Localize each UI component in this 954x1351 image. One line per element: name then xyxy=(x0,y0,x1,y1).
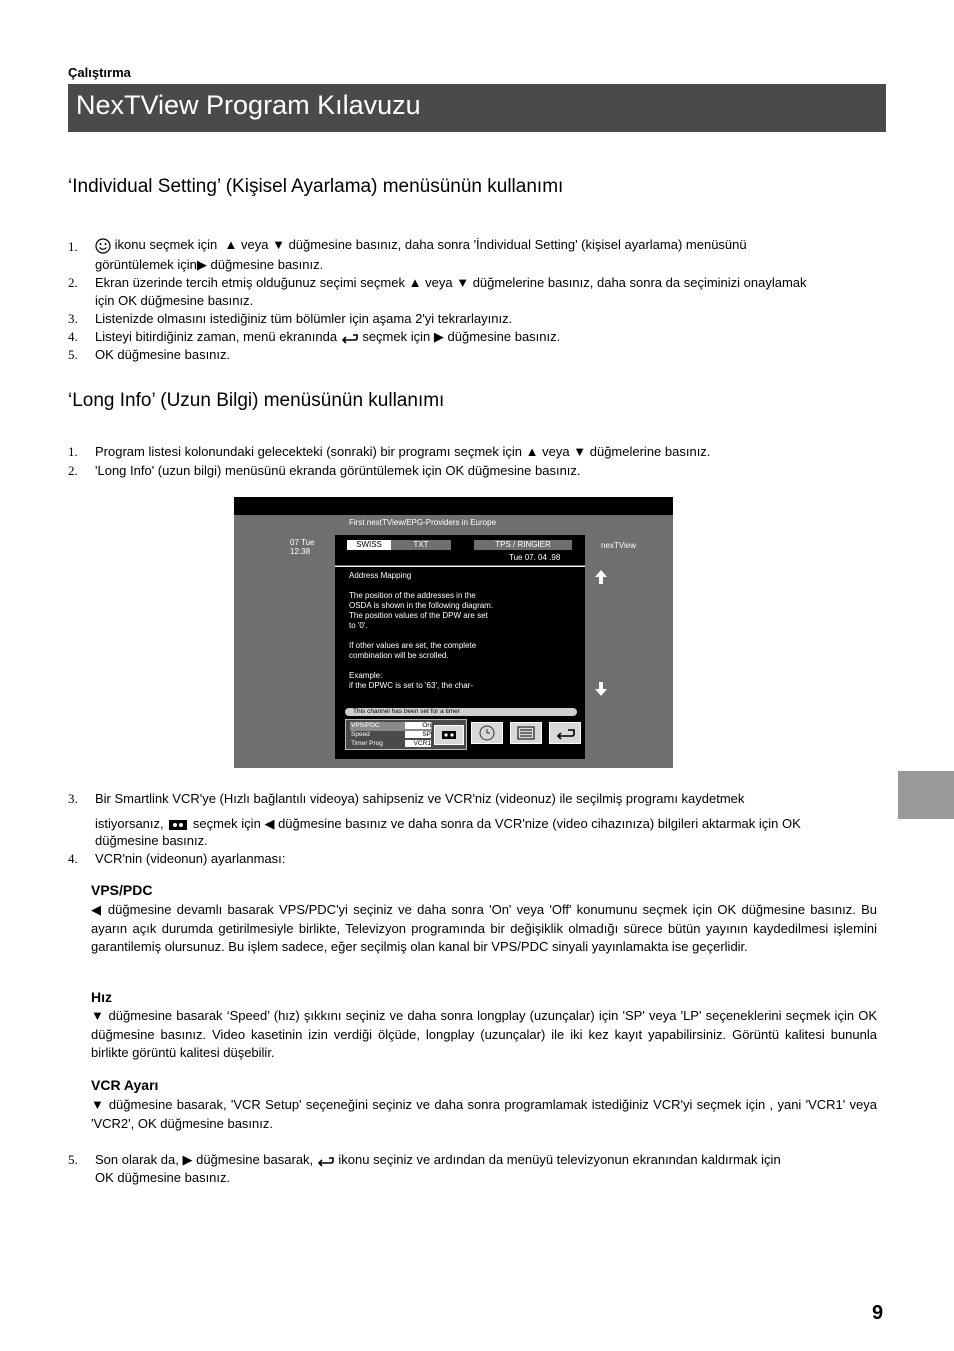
settings-row[interactable]: Timer Prog VCR1 xyxy=(351,740,431,747)
list-item-line: Bir Smartlink VCR'ye (Hızlı bağlantılı videoya) sahipseniz ve VCR'niz (videonuz) ile seçilmiş programı kaydetmek xyxy=(95,791,745,806)
vcr-button[interactable] xyxy=(434,725,464,745)
up-arrow-icon: ▲ xyxy=(525,444,539,459)
list-item-line: OK düğmesine basınız. xyxy=(95,347,231,362)
vcr-title: VCR Ayarı xyxy=(91,1077,159,1093)
list-item-line: VCR'nin (videonun) ayarlanması: xyxy=(95,851,286,866)
smiley-icon xyxy=(95,238,111,254)
left-arrow-icon: ◀ xyxy=(264,816,275,831)
header-panel xyxy=(335,535,585,565)
right-arrow-icon: ▶ xyxy=(433,329,444,344)
timer-message: This channel has been set for a timer xyxy=(345,708,577,716)
bottom-panel xyxy=(335,704,585,759)
hiz-text: ▼ düğmesine basarak ‘Speed’ (hız) şıkkını seçiniz ve daha sonra longplay (uzunçalar) için 'SP' veya 'LP' seçeneklerini seçmek için OK düğmesine basınız. Video kasetinin izin verdiği ölçüde, longplay (uzunçalar) ile iki kez kayıt yapabilirsiniz. Görüntü kalitesi bununla birlikte görüntü kalitesi düşebilir. xyxy=(91,1008,877,1060)
list-item-line: Listeyi bitirdiğiniz zaman, menü ekranında seçmek için ▶ düğmesine basınız. xyxy=(95,329,561,344)
list-number: 2. xyxy=(68,463,78,478)
list-item-line: istiyorsanız, seçmek için ◀ düğmesine basınız ve daha sonra da VCR'nize (video cihazınıza) bilgileri aktarmak için OK xyxy=(95,816,801,831)
list-item-line: görüntülemek için▶ düğmesine basınız. xyxy=(95,257,324,272)
list-number: 5. xyxy=(68,1152,78,1167)
hiz-title: Hız xyxy=(91,989,112,1005)
down-arrow-icon: ▼ xyxy=(456,275,470,290)
vcr-text: ▼ düğmesine basarak, 'VCR Setup' seçeneğini seçiniz ve daha sonra programlamak istediğiniz VCR'yi seçmek için , yani 'VCR1' veya 'VCR2', OK düğmesine basınız. xyxy=(91,1097,877,1131)
list-number: 3. xyxy=(68,791,78,806)
clock-icon xyxy=(472,723,502,743)
scroll-up-icon[interactable] xyxy=(595,570,607,584)
return-icon xyxy=(341,332,359,344)
right-arrow-icon: ▶ xyxy=(196,257,207,272)
list-item-line: Listenizde olmasını istediğiniz tüm bölümler için aşama 2'yi tekrarlayınız. xyxy=(95,311,513,326)
right-arrow-icon: ▶ xyxy=(182,1152,193,1167)
program-date: Tue 07. 04 .98 xyxy=(509,553,561,562)
list-item-line: OK düğmesine basınız. xyxy=(95,1170,231,1185)
vps-title: VPS/PDC xyxy=(91,882,153,898)
list-button[interactable] xyxy=(510,722,542,744)
list-item-line: Son olarak da, ▶ düğmesine basarak, ikonu seçiniz ve ardından da menüyü televizyonun ekranından kaldırmak için xyxy=(95,1152,781,1167)
list-item-line: Ekran üzerinde tercih etmiş olduğunuz seçimi seçmek ▲ veya ▼ düğmelerine basınız, daha sonra da seçiminizi onaylamak xyxy=(95,275,807,290)
screen-title: First nextTView/EPG-Providers in Europe xyxy=(349,518,497,527)
list-number: 3. xyxy=(68,311,78,326)
list-number: 2. xyxy=(68,275,78,290)
return-icon xyxy=(550,723,580,743)
longinfo-heading: ‘Long Info’ (Uzun Bilgi) menüsünün kullanımı xyxy=(68,390,445,411)
up-arrow-icon: ▲ xyxy=(220,237,238,252)
screen-brand: nexTView xyxy=(601,541,636,550)
provider-label: TPS / RINGIER xyxy=(474,540,572,550)
screen-time: 12:38 xyxy=(290,547,311,556)
vcr-settings xyxy=(345,719,467,750)
info-text: Address Mapping The position of the addresses in the OSDA is shown in the following diagram. The position values of the DPW are set to '0'. If other values are set, the complete combination will be scrolled. Example: if the DPWC is set to '63', the char- xyxy=(349,571,494,690)
list-icon xyxy=(511,723,541,743)
down-arrow-icon: ▼ xyxy=(573,444,587,459)
screen-date: 07 Tue xyxy=(290,538,315,547)
tab-txt[interactable]: TXT xyxy=(391,540,451,550)
side-tab xyxy=(898,771,954,819)
return-icon xyxy=(317,1155,335,1167)
vcr-icon xyxy=(167,818,189,832)
page-title: NexTView Program Kılavuzu xyxy=(76,90,421,120)
title-banner xyxy=(68,84,886,132)
section-label: Çalıştırma xyxy=(68,65,131,80)
list-number: 4. xyxy=(68,851,78,866)
vcr-icon xyxy=(435,726,463,744)
list-number: 4. xyxy=(68,329,78,344)
down-arrow-icon: ▼ xyxy=(272,237,285,252)
settings-row[interactable]: Speed SP xyxy=(351,731,431,738)
info-box xyxy=(335,567,585,704)
list-number: 1. xyxy=(68,444,78,459)
clock-button[interactable] xyxy=(471,722,503,744)
settings-row[interactable]: VPS/PDC On xyxy=(351,722,431,729)
tv-screenshot xyxy=(234,497,673,768)
scroll-down-icon[interactable] xyxy=(595,682,607,696)
page-number: 9 xyxy=(872,1302,884,1324)
screen-top-bar xyxy=(234,497,673,515)
list-number: 1. xyxy=(68,239,78,254)
exit-button[interactable] xyxy=(549,722,581,744)
list-item-line: düğmesine basınız. xyxy=(95,833,208,848)
tab-swiss[interactable]: SWISS xyxy=(347,540,391,550)
list-item-line: için OK düğmesine basınız. xyxy=(95,293,254,308)
list-number: 5. xyxy=(68,347,78,362)
vps-text: ◀ düğmesine devamlı basarak VPS/PDC'yi seçiniz ve daha sonra 'On' veya 'Off' konumunu seçmek için OK düğmesine basınız. Bu ayarın açık durumda getirilmesiyle birlikte, Televizyon programında bir değişiklik olmadığı sürece bütün yayının kaydedilmesi işlemini garantilemiş olursunuz. Bu işlem sadece, eğer seçilmiş olan kanal bir VPS/PDC sinyali yayınlamakta ise geçerlidir. xyxy=(91,902,877,954)
individual-heading: ‘Individual Setting’ (Kişisel Ayarlama) menüsünün kullanımı xyxy=(68,176,564,197)
list-item-line: Program listesi kolonundaki gelecekteki (sonraki) bir programı seçmek için ▲ veya ▼ düğmelerine basınız. xyxy=(95,444,711,459)
list-item-line: ikonu seçmek için ▲ veya ▼ düğmesine basınız, daha sonra 'İndividual Setting' (kişisel ayarlama) menüsünü xyxy=(95,236,747,254)
up-arrow-icon: ▲ xyxy=(408,275,422,290)
list-item-line: 'Long Info' (uzun bilgi) menüsünü ekranda görüntülemek için OK düğmesine basınız. xyxy=(95,463,581,478)
